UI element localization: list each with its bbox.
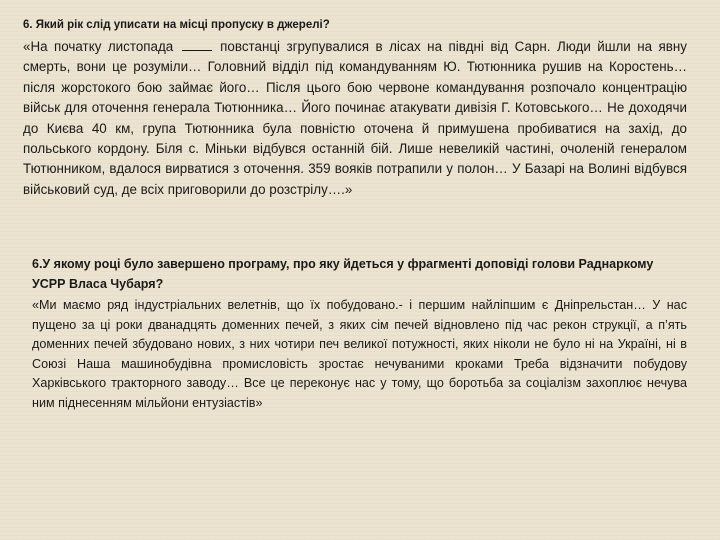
question-1-title: 6. Який рік слід уписати на місці пропуску в джерелі? <box>23 19 330 31</box>
question-1 <box>23 17 687 200</box>
question-2-title: 6.У якому році було завершено програму, про яку йдеться у фрагменті доповіді голови Раднаркому УСРР Власа Чубаря? <box>32 257 654 291</box>
question-2-source-text: «Ми маємо ряд індустріальних велетнів, що їх побудовано.- і першим найліпшим є Дніпрельстан… У нас пущено за ці роки дванадцять доменних печей, з яких сім печей відновлено під час рекон струкції, а п’ять доменних печей збудовано нових, з них чотири печ великої потужності, яких ніколи не було ні на Україні, ні в Союзі Наша машинобудівна промисловість зростає нечуваними кроками Треба відзначити побудову Харківського тракторного заводу… Все це переконує нас у тому, що боротьба за соціалізм захоплює нечува ним піднесенням мільйони ентузіастів» <box>32 298 687 410</box>
question-1-source-text <box>23 37 687 200</box>
source-text-part-2: повстанці згрупувалися в лісах на півдні від Сарн. Люди йшли на явну смерть, вони це розуміли… Головний відділ під командуванням Ю. Тютюнника рушив на Коростень… після жорстокого бою займає його… Після цього бою червоне командування розпочало концентрацію військ для оточення генерала Тютюнника… Його починає атакувати дивізія Г. Котовського… Не доходячи до Києва 40 км, група Тютюнника була повністю оточена й примушена пробиватися на захід, до польського кордону. Біля с. Міньки відбувся останній бій. Лише невеликій частині, очоленій генералом Тютюнником, вдалося вирватися з оточення. 359 вояків потрапили у полон… У Базарі на Волині відбувся військовий суд, де всіх приговорили до розстрілу….» <box>23 39 687 197</box>
question-2 <box>32 254 687 414</box>
answer-blank <box>182 38 212 51</box>
source-text-part-1: «На початку листопада <box>23 39 180 54</box>
